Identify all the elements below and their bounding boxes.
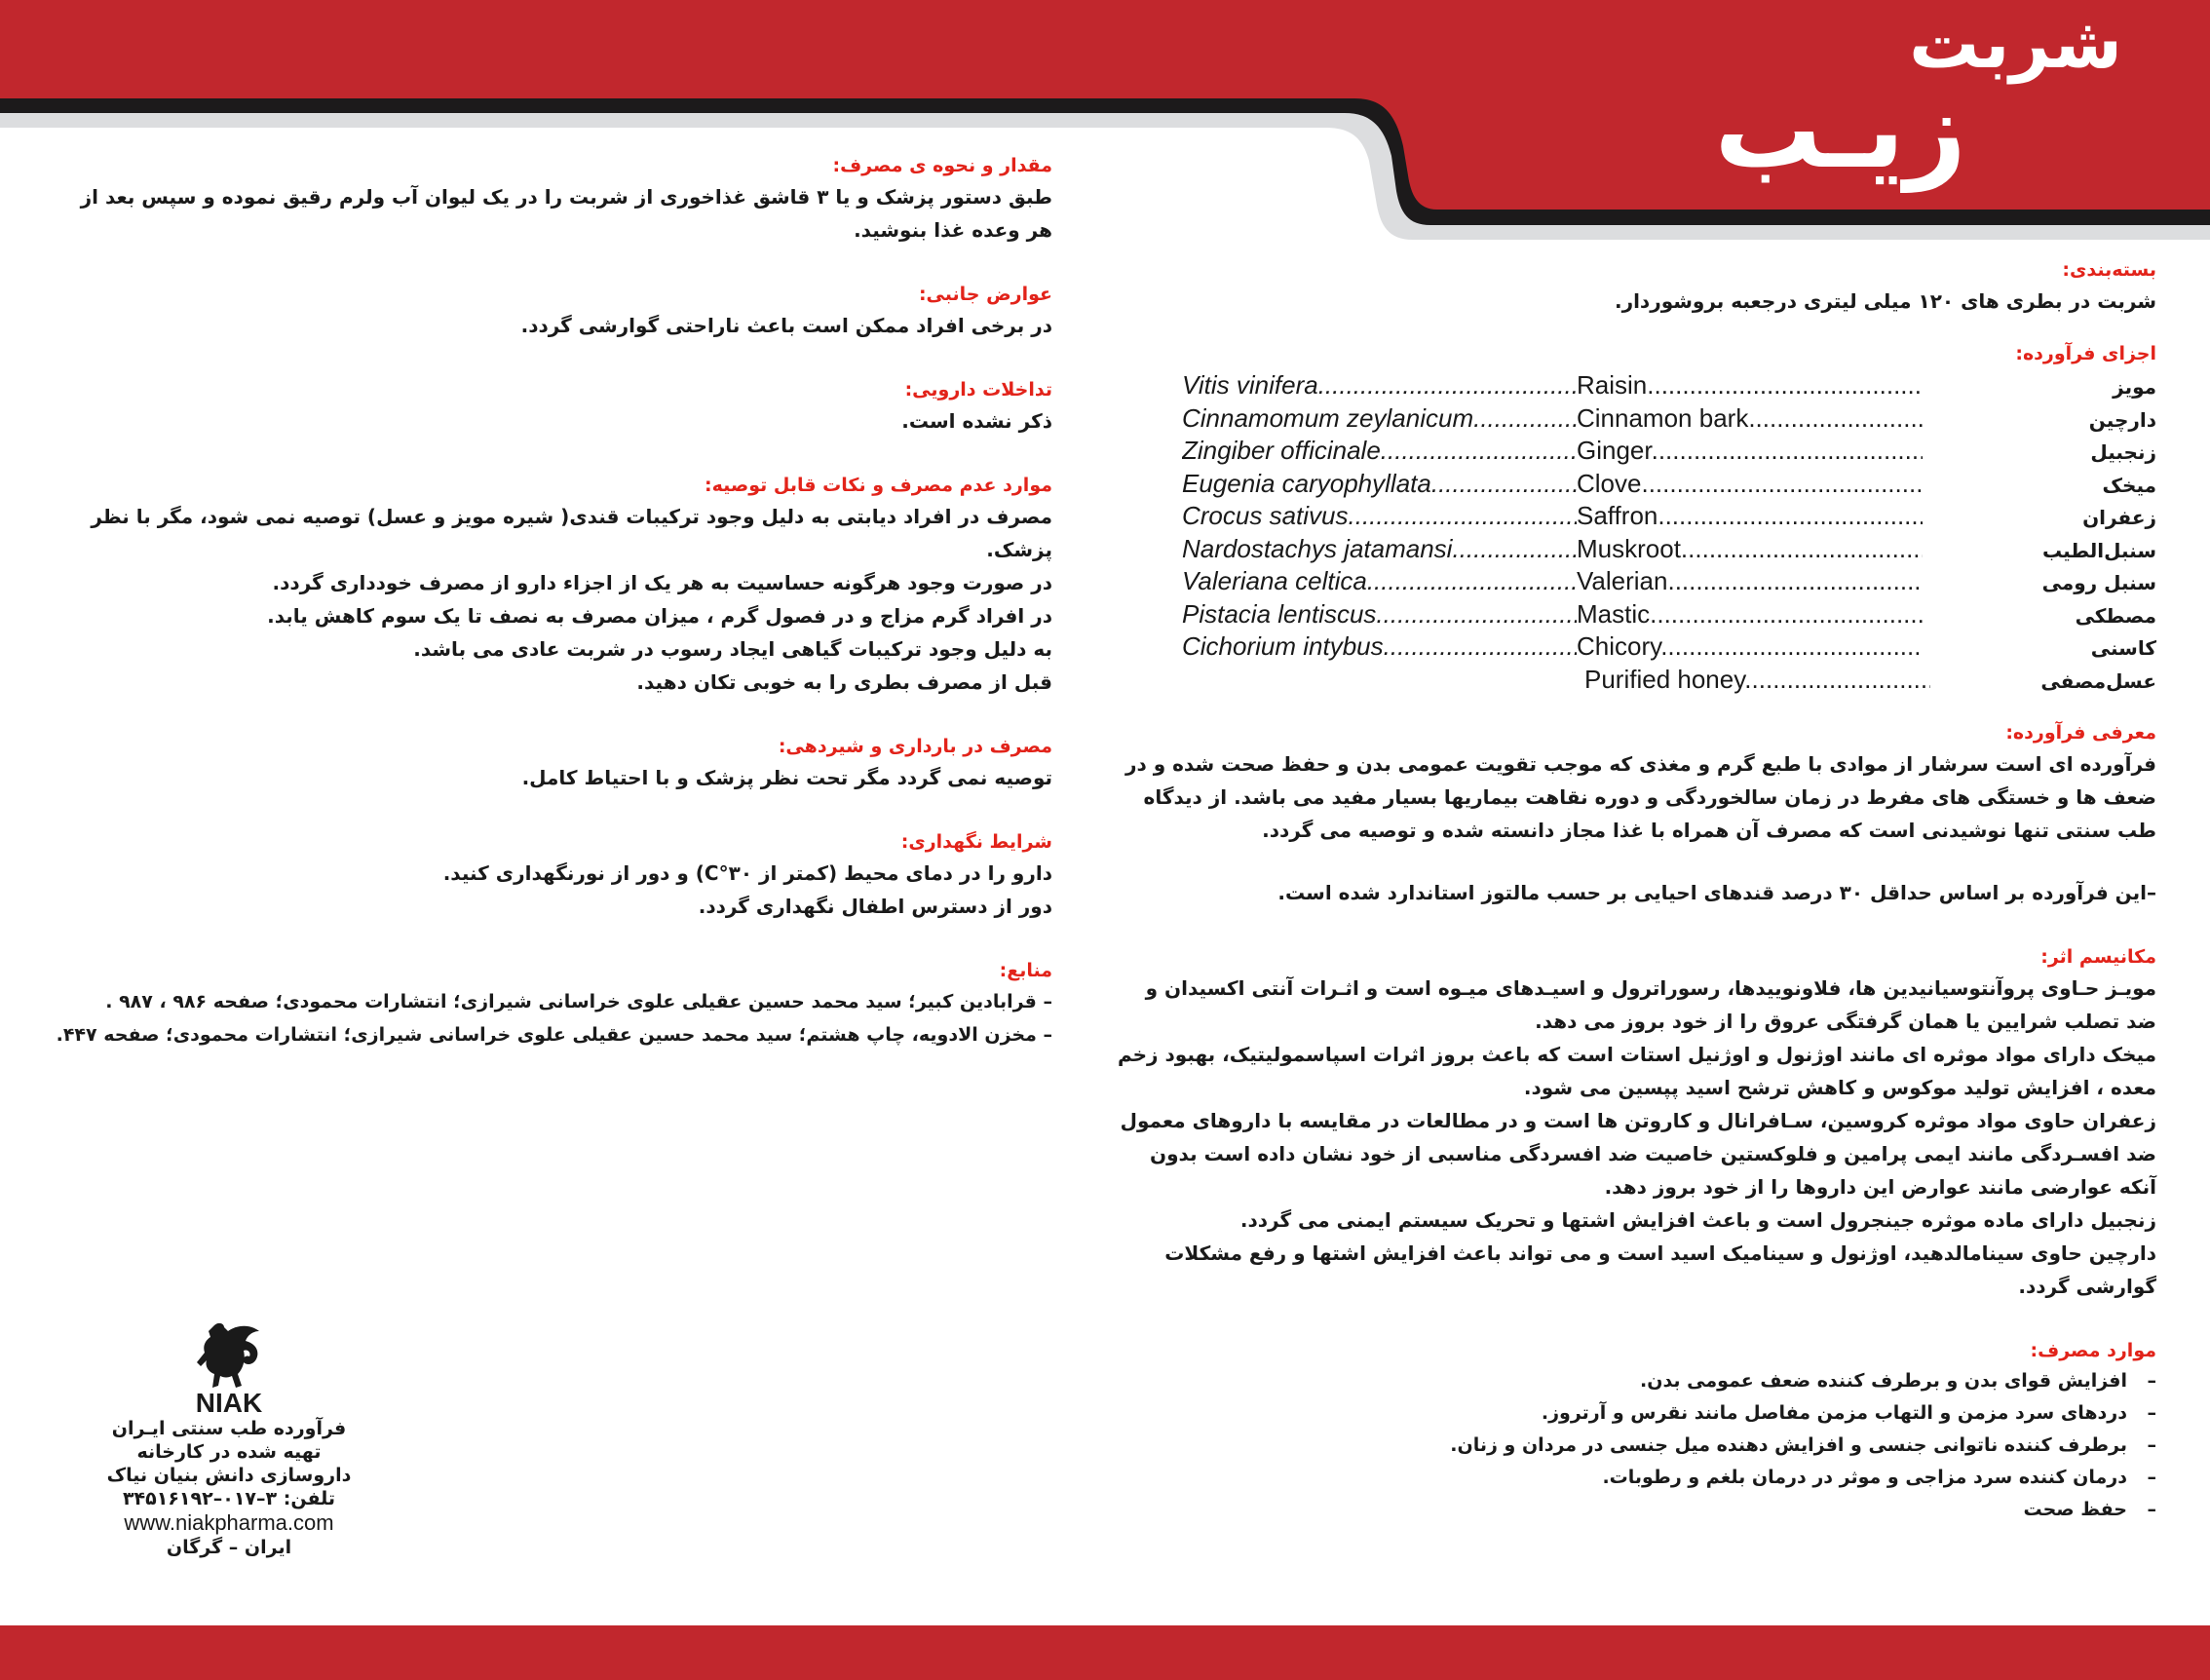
manufacturer-website-link[interactable]: www.niakpharma.com [124,1510,334,1535]
mechanism-heading: مکانیسم اثر: [2040,946,2156,968]
bull-logo-icon [185,1317,273,1395]
bullet-dash-icon: – [2147,1434,2156,1456]
reference-item: – مخزن الادویه، چاپ هشتم؛ سید محمد حسین عقیلی علوی خراسانی شیرازی؛ انتشارات محمودی؛ صفحه ۴۴۷. [56,1024,1052,1046]
dosage-text: طبق دستور پزشک و یا ۳ قاشق غذاخوری از شربت را در یک لیوان آب ولرم رقیق نموده و سپس بعد از هر وعده غذا بنوشید. [80,185,1052,242]
pregnancy-section [49,732,1052,794]
side-effects-section [49,280,1052,342]
manufacturer-line: داروسازی دانش بنیان نیاک [106,1465,352,1486]
ingredient-row [1182,631,2156,665]
manufacturer-location: ایران – گرگان [166,1537,292,1558]
contraindication-paragraph: در افراد گرم مزاج و در فصول گرم ، میزان مصرف به نصف تا یک سوم کاهش یابد. [267,604,1052,628]
interactions-text: ذکر نشده است. [901,409,1052,433]
ingredient-english-name: Chicory ..... [1577,631,1923,662]
contraindication-paragraph: در صورت وجود هرگونه حساسیت به هر یک از اجزاء دارو از مصرف خودداری گردد. [272,571,1052,594]
indications-heading: موارد مصرف: [2030,1340,2156,1361]
ingredients-table [1182,370,2156,697]
ingredient-scientific-name: Pistacia lentiscus ..... [1182,599,1577,630]
ingredient-row [1182,599,2156,632]
ingredient-persian-name: زنجبیل [2090,440,2156,464]
ingredient-scientific-name: Zingiber officinale ..... [1182,436,1577,466]
mechanism-paragraph: زنجبیل دارای ماده موثره جینجرول است و باعث افزایش اشتها و تحریک سیستم ایمنی می گردد. [1239,1208,2156,1232]
contraindication-paragraph: مصرف در افراد دیابتی به دلیل وجود ترکیبات قندی( شیره مویز و عسل) توصیه نمی شود، مگر با نظر پزشک. [91,505,1052,561]
ingredient-english-name: Clove ..... [1577,469,1923,499]
ingredient-scientific-name: Nardostachys jatamansi ..... [1182,534,1577,564]
ingredient-row [1182,501,2156,534]
contraindications-heading: موارد عدم مصرف و نکات قابل توصیه: [705,475,1052,496]
indication-item: –دردهای سرد مزمن و التهاب مزمن مفاصل مانند نقرس و آرتروز. [1114,1397,2156,1430]
ingredient-persian-name: میخک [2102,473,2156,497]
ingredients-section [1114,339,2156,697]
ingredient-scientific-name: Valeriana celtica ..... [1182,566,1577,596]
title-line-zib: زیـب [1714,67,1966,192]
introduction-heading: معرفی فرآورده: [2005,722,2156,744]
ingredient-english-name: Cinnamon bark ..... [1577,403,1923,434]
mechanism-paragraph: میخک دارای مواد موثره ای مانند اوژنول و اوژنیل استات است که باعث بروز اثرات اسپاسمولیتیک، بهبود زخم معده ، افزایش تولید موکوس و کاهش ترشح اسید پپسین می شود. [1117,1043,2156,1099]
ingredient-persian-name: مصطکی [2075,603,2156,628]
ingredient-scientific-name: Cichorium intybus ..... [1182,631,1577,662]
ingredient-row [1182,436,2156,469]
storage-section [49,827,1052,923]
product-title [1616,2,2122,203]
ingredient-row [1182,370,2156,403]
references-heading: منابع: [999,960,1052,981]
introduction-text: فرآورده ای است سرشار از موادی با طبع گرم و مغذی که موجب تقویت عمومی بدن و حفظ صحت شده و در ضعف ها و خستگی های مفرط در زمان سالخوردگی و دوره نقاهت بیماریها بسیار مفید می باشد. از دیدگاه طب سنتی تنها نوشیدنی است که مصرف آن همراه با غذا مجاز دانسته شده و توصیه می گردد. [1124,752,2156,842]
manufacturer-phone: تلفن: ۳–۰۱۷–۳۴۵۱۶۱۹۲ [122,1488,336,1509]
ingredient-row [1182,469,2156,502]
mechanism-paragraph: مویـز حـاوی پروآنتوسیانیدین ها، فلاونوییدها، رسوراترول و اسیـدهای میـوه است و اثـرات آنتی اکسیدان و ضد تصلب شرایین یا همان گرفتگی عروق را از خود بروز می دهد. [1145,976,2156,1033]
ingredient-persian-name: مویز [2113,375,2156,399]
standardization-note: –این فرآورده بر اساس حداقل ۳۰ درصد قندهای احیایی بر حسب مالتوز استاندارد شده است. [1277,881,2156,904]
indication-item: –حفظ صحت [1114,1494,2156,1526]
side-effects-heading: عوارض جانبی: [918,284,1052,305]
side-effects-text: در برخی افراد ممکن است باعث ناراحتی گوارشی گردد. [520,314,1052,337]
dosage-heading: مقدار و نحوه ی مصرف: [832,155,1052,176]
bullet-dash-icon: – [2147,1467,2156,1488]
indications-section [1114,1336,2156,1526]
ingredient-persian-name: عسل‌مصفی [2040,668,2156,693]
storage-paragraph: دور از دسترس اطفال نگهداری گردد. [698,895,1052,918]
indication-item: –برطرف کننده ناتوانی جنسی و افزایش دهنده میل جنسی در مردان و زنان. [1114,1430,2156,1462]
brand-name: NIAK [195,1388,263,1418]
ingredient-english-name: Valerian ..... [1577,566,1923,596]
reference-item: – قرابادین کبیر؛ سید محمد حسین عقیلی علوی خراسانی شیرازی؛ انتشارات محمودی؛ صفحه ۹۸۶ ، ۹۸۷ . [105,991,1052,1012]
ingredient-english-name: Purified honey ..... [1577,665,1930,695]
contraindication-paragraph: به دلیل وجود ترکیبات گیاهی ایجاد رسوب در شربت عادی می باشد. [413,637,1052,661]
bullet-dash-icon: – [2147,1370,2156,1392]
bullet-dash-icon: – [2147,1499,2156,1520]
mechanism-paragraph: زعفران حاوی مواد موثره کروسین، سـافرانال و کاروتن ها است و در مطالعات در مقایسه با داروهای معمول ضد افسـردگی مانند ایمی پرامین و فلوکستین خاصیت ضد افسردگی مناسبی از خود نشان داده است بدون آنکه عوارضی مانند عوارض این داروها را از خود بروز دهد. [1120,1109,2156,1199]
pregnancy-text: توصیه نمی گردد مگر تحت نظر پزشک و با احتیاط کامل. [521,766,1052,789]
packaging-text: شربت در بطری های ۱۲۰ میلی لیتری درجعبه بروشوردار. [1614,289,2156,313]
pregnancy-heading: مصرف در بارداری و شیردهی: [778,736,1052,757]
ingredient-persian-name: زعفران [2082,506,2156,529]
packaging-heading: بسته‌بندی: [2062,259,2156,281]
ingredient-row [1182,534,2156,567]
ingredient-english-name: Ginger ..... [1577,436,1923,466]
ingredient-row [1182,665,2156,698]
ingredient-persian-name: دارچین [2088,407,2156,432]
interactions-section [49,375,1052,438]
left-column [49,151,1052,1085]
ingredient-persian-name: کاسنی [2090,636,2156,660]
interactions-heading: تداخلات دارویی: [904,379,1052,401]
bullet-dash-icon: – [2147,1402,2156,1424]
mechanism-section [1114,942,2156,1303]
ingredients-heading: اجزای فرآورده: [2015,343,2156,364]
right-column [1114,255,2156,1559]
title-line-sharbat: شربت [1909,2,2122,84]
packaging-section [1114,255,2156,318]
mechanism-paragraph: دارچین حاوی سینامالدهید، اوژنول و سینامیک اسید است و می تواند باعث افزایش اشتها و رفع مشکلات گوارشی گردد. [1164,1241,2156,1298]
ingredient-persian-name: سنبل‌الطیب [2041,538,2156,562]
ingredient-row [1182,403,2156,437]
ingredient-scientific-name: Vitis vinifera ..... [1182,370,1577,401]
manufacturer-line: تهیه شده در کارخانه [136,1441,322,1463]
ingredient-english-name: Saffron ..... [1577,501,1923,531]
ingredient-scientific-name: Crocus sativus ..... [1182,501,1577,531]
introduction-section [1114,718,2156,909]
manufacturer-line: فرآورده طب سنتی ایـران [111,1418,347,1439]
manufacturer-block [93,1317,365,1559]
indication-item: –درمان کننده سرد مزاجی و موثر در درمان بلغم و رطوبات. [1114,1462,2156,1494]
storage-paragraph: دارو را در دمای محیط (کمتر از ۳۰°C) و دور از نورنگهداری کنید. [442,861,1052,885]
ingredient-row [1182,566,2156,599]
contraindications-section [49,471,1052,699]
dosage-section [49,151,1052,247]
ingredient-english-name: Mastic ..... [1577,599,1923,630]
footer-band [0,1625,2210,1680]
contraindication-paragraph: قبل از مصرف بطری را به خوبی تکان دهید. [636,670,1052,694]
references-section [49,956,1052,1051]
indication-item: –افزایش قوای بدن و برطرف کننده ضعف عمومی بدن. [1114,1365,2156,1397]
ingredient-english-name: Muskroot ..... [1577,534,1923,564]
ingredient-english-name: Raisin ..... [1577,370,1923,401]
storage-heading: شرایط نگهداری: [900,831,1052,853]
ingredient-scientific-name: Cinnamomum zeylanicum ..... [1182,403,1577,434]
indications-list [1114,1365,2156,1526]
ingredient-persian-name: سنبل رومی [2041,571,2156,594]
ingredient-scientific-name: Eugenia caryophyllata ..... [1182,469,1577,499]
